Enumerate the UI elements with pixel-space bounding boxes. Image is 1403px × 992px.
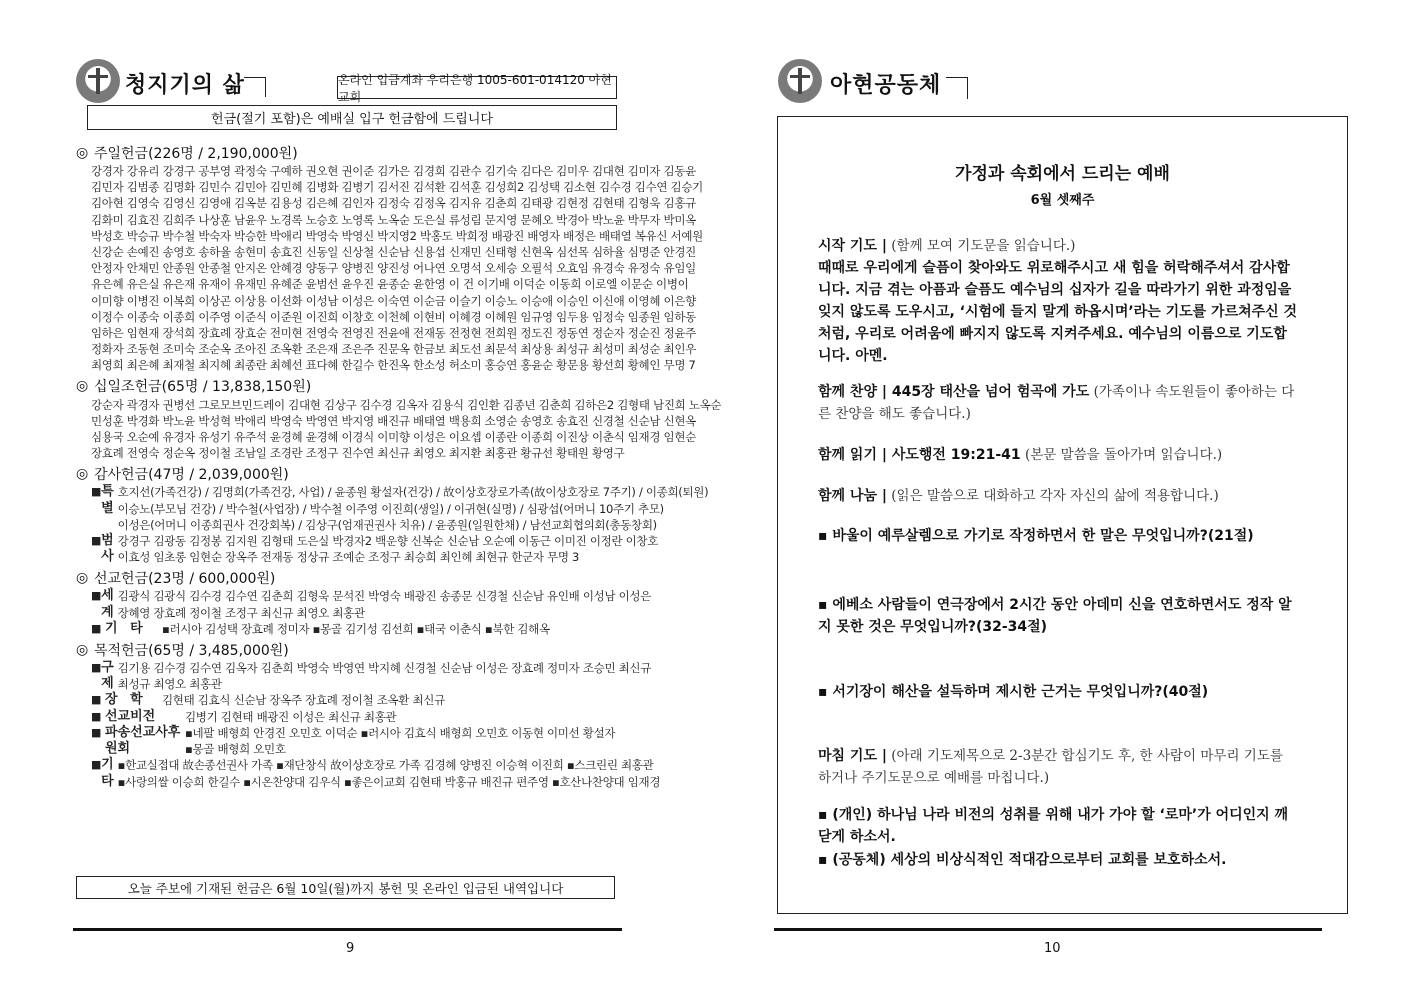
reading-label: 함께 읽기 | 사도행전 19:21-41 (818, 447, 1021, 463)
offering-subcategory (76, 533, 659, 565)
donor-line: 강순자 곽경자 권병선 그로모브민드레이 김대현 김상구 김수경 김옥자 김용식 김인환 김종년 김춘희 김하은2 김형태 남진희 노옥순 (91, 397, 722, 412)
square-bullet-icon: ■ (91, 485, 102, 499)
donor-line: 김화미 김효진 김희주 나상훈 남윤우 노경록 노승호 노영록 노옥순 도은실 류성림 문지영 문혜오 박경아 박노윤 박무자 박미옥 (91, 212, 696, 227)
subcategory-names (118, 588, 651, 620)
subcategory-names (162, 692, 622, 708)
square-bullet-icon: ■ (91, 534, 102, 548)
donor-line: 장혜영 장효례 정이철 조정구 최신규 최영오 최홍관 (117, 605, 365, 620)
subcategory-names (118, 757, 660, 789)
hymn-label: 함께 찬양 | 445장 태산을 넘어 험곡에 가도 (818, 384, 1090, 400)
prayer-item: ▪ (개인) 하나님 나라 비전의 성취를 위해 내가 가야 할 ‘로마’가 어디인지 깨닫게 하소서. (818, 807, 1289, 845)
donor-line: 정화자 조동현 조미숙 조순옥 조아진 조옥환 조은재 조은주 진문옥 한금보 최도선 최문석 최상용 최성규 최성미 최성순 최인우 (91, 342, 696, 357)
account-info: 온라인 입금계좌 우리은행 1005-601-014120 아현교회 (337, 76, 617, 99)
donor-line: 김현태 김효식 신순남 장옥주 장효례 정이철 조옥환 최신규 (162, 693, 445, 708)
square-bullet-icon: ■ (91, 621, 102, 635)
question-item: ▪ 서기장이 해산을 설득하며 제시한 근거는 무엇입니까?(40절) (818, 684, 1209, 700)
church-logo-icon (76, 59, 120, 103)
subcategory-names (118, 533, 658, 565)
footer-rule (73, 928, 622, 931)
square-bullet-icon: ■ (91, 709, 102, 723)
offering-heading (76, 639, 622, 660)
footer-note: 오늘 주보에 기재된 헌금은 6월 10일(월)까지 봉헌 및 온라인 입금된 내역입니다 (76, 876, 615, 899)
target-bullet-icon: ◎ (76, 144, 89, 161)
offering-heading (76, 142, 622, 163)
subcategory-label: 구 제 (101, 660, 118, 692)
donor-line: 이승노(부모님 건강) / 박수철(사업장) / 박수철 이주영 이진희(생일) / 이귀현(실명) / 심광섭(어머니 10주기 추모) (117, 501, 664, 516)
offering-subcategory (76, 692, 622, 708)
sharing-note: (읽은 말씀으로 대화하고 각자 자신의 삶에 적용합니다.) (886, 488, 1219, 504)
square-bullet-icon: ■ (91, 589, 102, 603)
worship-guide (777, 116, 1348, 914)
offering-subcategory (76, 621, 622, 637)
footer-rule (774, 928, 1322, 931)
donor-line: 최성규 최영오 최홍관 (117, 677, 222, 692)
subcategory-label: 범 사 (101, 533, 118, 565)
subcategory-names (185, 709, 622, 725)
offering-subcategory (76, 588, 652, 620)
offering-list (76, 140, 722, 790)
donor-line: 안정자 안채민 안종원 안종철 안지온 안혜경 양동구 양병진 양진성 어나연 오명석 오세승 오필석 오효임 유경숙 유정숙 유임일 (91, 261, 696, 276)
square-bullet-icon: ■ (91, 661, 102, 675)
donor-line: ▪몽골 배형희 오민호 (185, 742, 286, 757)
opening-label: 시작 기도 | (818, 238, 887, 254)
title-rule (244, 77, 266, 97)
page-number: 9 (346, 941, 355, 956)
offering-heading-text: 선교헌금(23명 / 600,000원) (94, 570, 276, 587)
donor-line: ▪네팔 배형희 안경진 오민호 이덕순 ▪러시아 김효식 배형희 오민호 이동현 이미선 황설자 (185, 725, 616, 740)
offering-heading (76, 567, 622, 588)
closing-label: 마침 기도 | (818, 748, 887, 764)
subcategory-names (185, 725, 622, 757)
offering-subcategory (76, 660, 652, 692)
offering-heading-text: 목적헌금(65명 / 3,485,000원) (94, 642, 289, 659)
subcategory-label: 특 별 (101, 484, 118, 516)
donor-names (76, 397, 722, 462)
prayer-item: ▪ (공동체) 세상의 비상식적인 적대감으로부터 교회를 보호하소서. (818, 852, 1227, 868)
subcategory-label: 장 학 (105, 692, 147, 708)
opening-prayer (818, 235, 1298, 367)
donor-names (76, 163, 703, 374)
square-bullet-icon: ■ (91, 758, 102, 772)
target-bullet-icon: ◎ (76, 641, 89, 658)
subcategory-label: 기 타 (101, 757, 118, 789)
reading (818, 444, 1298, 466)
subcategory-names (118, 660, 651, 692)
donor-line: 임하은 임현재 장석희 장효례 장효순 전미현 전영숙 전영진 전윤애 전재동 전정현 전희원 정도진 정동연 정순자 정순진 정윤주 (91, 326, 696, 341)
offering-heading-text: 십일조헌금(65명 / 13,838,150원) (94, 379, 312, 396)
sharing (818, 485, 1298, 507)
question-item: ▪ 바울이 예루살렘으로 가기로 작정하면서 한 말은 무엇입니까?(21절) (818, 528, 1254, 544)
target-bullet-icon: ◎ (76, 569, 89, 586)
donor-line: 호지선(가족건강) / 김명희(가족건강, 사업) / 윤종원 황설자(건강) / 故이상호장로가족(故이상호장로 7주기) / 이종희(퇴원) (117, 485, 709, 500)
donor-line: 이성은(어머니 이종희권사 건강회복) / 김상구(엄재권권사 치유) / 윤종원(일원한채) / 남선교회협의회(총동창회) (117, 517, 657, 532)
donor-line: 김아현 김영숙 김영신 김영애 김옥분 김용성 김은혜 김인자 김정숙 김정옥 김지유 김춘희 김태광 김현정 김현태 김형욱 김홍규 (91, 196, 696, 211)
donor-line: 이정수 이종숙 이종희 이주영 이준식 이준원 이진희 이창호 이천혜 이현비 이혜경 이혜원 임규영 임두용 임정숙 임종원 임하동 (91, 309, 696, 324)
donor-line: 김광식 김광식 김수경 김수연 김춘희 김형욱 문석진 박영숙 배광진 송종문 신경철 신순남 유인배 이성남 이성은 (117, 589, 652, 604)
offering-heading (76, 463, 622, 484)
offering-heading-text: 감사헌금(47명 / 2,039,000원) (94, 466, 289, 483)
closing-note: (아래 기도제목으로 2-3분간 합심기도 후, 한 사람이 마무리 기도를 하거나 주기도문으로 예배를 마칩니다.) (818, 748, 1283, 786)
donor-line: 박성호 박승규 박수철 박숙자 박승한 박애리 박영숙 박영신 박지영2 박홍도 박희정 배광진 배영자 배정은 배태열 복유신 서예원 (91, 228, 703, 243)
offering-subcategory (76, 709, 622, 725)
question-item: ▪ 에베소 사람들이 연극장에서 2시간 동안 아데미 신을 연호하면서도 정작 알지 못한 것은 무엇입니까?(32-34절) (818, 597, 1292, 635)
donor-line: 강경구 김광동 김정봉 김지원 김형태 도은실 박경자2 백운향 신복순 신순남 오순예 이동근 이미진 이정란 이창호 (117, 534, 659, 549)
page-number: 10 (1044, 941, 1061, 956)
offering-heading-text: 주일헌금(226명 / 2,190,000원) (94, 145, 298, 162)
offering-notice: 헌금(절기 포함)은 예배실 입구 헌금함에 드립니다 (87, 105, 617, 130)
opening-note: (함께 모여 기도문을 읽습니다.) (886, 238, 1076, 254)
offering-subcategory (76, 725, 622, 757)
donor-line: 이효성 임초롱 임현순 장옥주 전재동 정상규 조예순 조정구 최승희 최인혜 최현규 한군자 무명 3 (117, 550, 580, 565)
donor-line: 김병기 김현태 배광진 이성은 최신규 최홍관 (185, 709, 397, 724)
square-bullet-icon: ■ (91, 725, 102, 739)
donor-line: 이미향 이병진 이복희 이상곤 이상용 이선화 이성남 이성은 이숙연 이순금 이슬기 이승노 이승애 이승인 이신애 이영혜 이은향 (91, 293, 696, 308)
title-rule (946, 77, 968, 99)
donor-line: 강경자 강유리 강경구 공부영 곽정숙 구예하 권오현 권이준 김가은 김경희 김관수 김기숙 김다은 김미우 김대현 김미자 김동윤 (91, 164, 696, 178)
donor-line: 신강순 손예진 송영호 송하율 송현미 송효진 신동일 신상철 신순남 신용섭 신재민 신태형 신현옥 심선목 심하율 심명준 안경진 (91, 245, 696, 260)
sharing-label: 함께 나눔 | (818, 488, 887, 504)
section-title: 아현공동체 (830, 73, 942, 98)
donor-line: 심용국 오순예 유경자 유성기 유주석 윤경혜 윤경혜 이경식 이미향 이성은 이요셉 이종란 이종희 이진상 이춘식 임재경 임현순 (91, 430, 696, 445)
donor-line: 유은혜 유은실 유은재 유재이 유재민 유혜준 윤범선 윤우진 윤종순 윤한영 이 건 이기배 이덕순 이동희 이로엘 이문순 이병이 (91, 277, 689, 292)
hymn (818, 381, 1298, 425)
offering-subcategory (76, 484, 709, 533)
subcategory-label: 파송선교사후원회 (105, 724, 181, 757)
offering-heading (76, 376, 622, 397)
donor-line: ▪한교실접대 故손종선권사 가족 ▪재단창식 故이상호장로 가족 김경혜 양병진 이승혁 이진희 ▪스크린린 최홍관 (117, 758, 654, 773)
donor-line: 김민자 김범종 김명화 김민수 김민아 김민혜 김병화 김병기 김서진 김석환 김석훈 김성희2 김성택 김소현 김수경 김수연 김승기 (91, 180, 703, 195)
church-logo-icon (778, 59, 822, 103)
section-title: 청지기의 삶 (125, 73, 245, 98)
reading-note: (본문 말씀을 돌아가며 읽습니다.) (1020, 447, 1223, 463)
subcategory-names (162, 621, 622, 637)
hymn-note: (가족이나 속도원들이 좋아하는 다른 찬양을 해도 좋습니다.) (818, 384, 1295, 422)
offering-subcategory (76, 757, 661, 789)
target-bullet-icon: ◎ (76, 378, 89, 395)
opening-text: 때때로 우리에게 슬픔이 찾아와도 위로해주시고 새 힘을 허락해주셔서 감사합니다. 지금 겪는 아픔과 슬픔도 예수님의 십자가 길을 따라가기 위한 과정임을 잊지 않도록 도우시고, ‘시험에 들지 말게 하옵시며’라는 기도를 가르쳐주신 것처럼, 우리로 어려움에 빠지지 않도록 지켜주세요. 예수님의 이름으로 기도합니다. 아멘. (818, 260, 1298, 364)
subcategory-label: 선교비전 (105, 708, 156, 724)
donor-line: ▪사랑의쌀 이승희 한길수 ▪시온찬양대 김우식 ▪좋은이교회 김현태 박홍규 배진규 편주영 ▪호산나찬양대 임재경 (117, 774, 661, 789)
donor-line: 김기용 김수경 김수연 김옥자 김춘희 박영숙 박영연 박지혜 신경철 신순남 이성은 장효례 정미자 조승민 최신규 (117, 661, 652, 676)
donor-line: 장효례 전영숙 정순옥 정이철 조남일 조경란 조정구 진수연 최신규 최영오 최지환 최홍관 황규선 황태원 황영구 (91, 446, 625, 461)
donor-line: ▪러시아 김성택 장효례 정미자 ▪몽골 김기성 김선희 ▪태국 이춘식 ▪북한 김해옥 (162, 621, 550, 636)
worship-title: 가정과 속회에서 드리는 예배 (955, 164, 1170, 184)
subcategory-label: 세 계 (101, 588, 118, 620)
donor-line: 민성훈 박경화 박노윤 박성혁 박애리 박영숙 박영연 박지영 배진규 배태열 백용희 소영순 송영호 송효진 신경철 신순남 신현옥 (91, 413, 696, 428)
subcategory-label: 기 타 (105, 620, 147, 636)
closing-prayer (818, 745, 1298, 789)
square-bullet-icon: ■ (91, 693, 102, 707)
subcategory-names (118, 484, 709, 533)
target-bullet-icon: ◎ (76, 465, 89, 482)
worship-subtitle: 6월 셋째주 (1030, 193, 1095, 208)
donor-line: 최영희 최은혜 최재철 최지혜 최종란 최혜선 표다혜 한길수 한진옥 한소성 허소미 홍승연 홍윤순 황문용 황선희 황혜인 무명 7 (91, 358, 696, 373)
